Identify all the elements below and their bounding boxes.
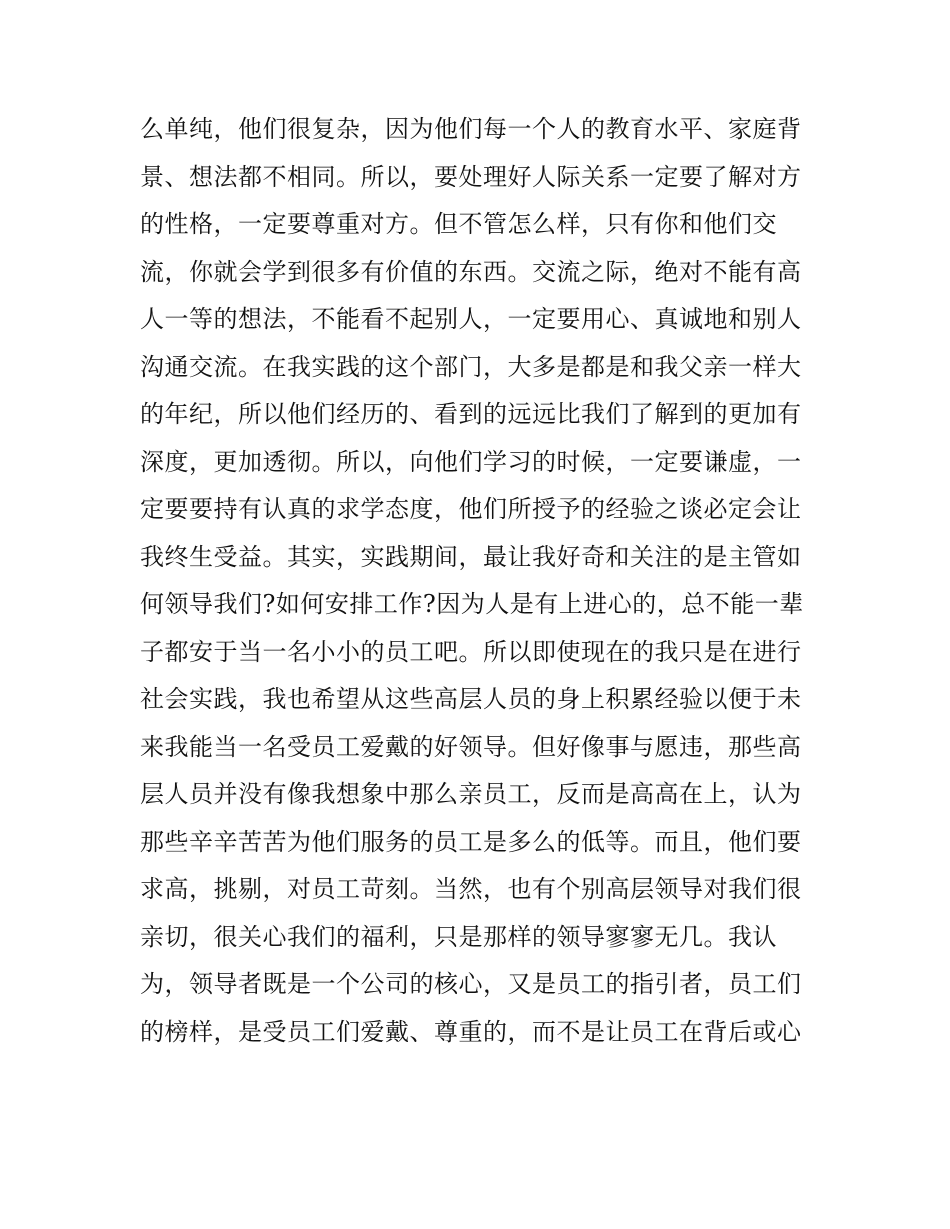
text-line-14: 来我能当一名受员工爱戴的好领导。但好像事与愿违，那些高	[140, 732, 802, 761]
text-line-9: 定要要持有认真的求学态度，他们所授予的经验之谈必定会让	[140, 495, 802, 523]
text-line-18: 亲切，很关心我们的福利，只是那样的领导寥寥无几。我认	[140, 922, 777, 951]
text-line-1: 么单纯，他们很复杂，因为他们每一个人的教育水平、家庭背	[140, 115, 802, 143]
text-line-4: 流，你就会学到很多有价值的东西。交流之际，绝对不能有高	[140, 257, 802, 286]
text-line-16: 那些辛辛苦苦为他们服务的员工是多么的低等。而且，他们要	[140, 827, 802, 856]
text-line-3: 的性格，一定要尊重对方。但不管怎么样，只有你和他们交	[140, 210, 777, 238]
text-line-7: 的年纪，所以他们经历的、看到的远远比我们了解到的更加有	[140, 400, 802, 428]
text-line-13: 社会实践，我也希望从这些高层人员的身上积累经验以便于未	[140, 685, 802, 713]
text-line-8: 深度，更加透彻。所以，向他们学习的时候，一定要谦虚，一	[140, 447, 802, 476]
text-line-17: 求高，挑剔，对员工苛刻。当然，也有个别高层领导对我们很	[140, 875, 802, 903]
body-text	[140, 106, 820, 1056]
text-line-12: 子都安于当一名小小的员工吧。所以即使现在的我只是在进行	[140, 637, 802, 666]
text-line-6: 沟通交流。在我实践的这个部门，大多是都是和我父亲一样大	[140, 352, 802, 381]
text-line-10: 我终生受益。其实，实践期间，最让我好奇和关注的是主管如	[140, 542, 802, 571]
text-line-2: 景、想法都不相同。所以，要处理好人际关系一定要了解对方	[140, 162, 802, 191]
text-line-15: 层人员并没有像我想象中那么亲员工，反而是高高在上，认为	[140, 780, 802, 808]
text-line-20: 的榜样，是受员工们爱戴、尊重的，而不是让员工在背后或心	[140, 1017, 802, 1046]
text-line-19: 为，领导者既是一个公司的核心，又是员工的指引者，员工们	[140, 970, 802, 998]
text-line-11: 何领导我们?如何安排工作?因为人是有上进心的，总不能一辈	[140, 590, 804, 618]
text-line-5: 人一等的想法，不能看不起别人，一定要用心、真诚地和别人	[140, 305, 802, 333]
